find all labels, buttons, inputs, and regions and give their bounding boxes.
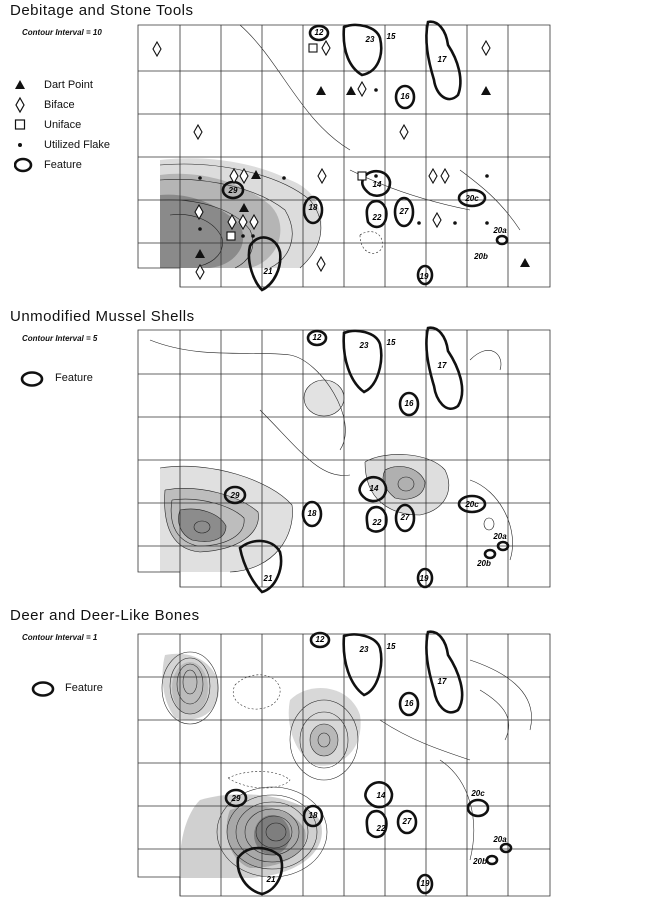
contour-line bbox=[260, 410, 350, 476]
feature-label-22: 22 bbox=[372, 213, 382, 223]
feature-label-17: 17 bbox=[437, 677, 447, 687]
legend-biface-label: Biface bbox=[44, 99, 75, 111]
feature-label-16: 16 bbox=[404, 399, 414, 409]
feature-label-15: 15 bbox=[386, 642, 396, 652]
utilized-flake-marker bbox=[198, 176, 202, 180]
utilized-flake-marker bbox=[374, 174, 378, 178]
contour-closed-dashed bbox=[228, 771, 290, 788]
utilized-flake-marker bbox=[453, 221, 457, 225]
contour-line bbox=[380, 720, 470, 760]
biface-marker bbox=[400, 125, 408, 139]
contour-closed-dashed bbox=[233, 675, 280, 709]
biface-marker bbox=[358, 82, 366, 96]
feature-20b bbox=[485, 550, 495, 558]
feature-23 bbox=[344, 635, 382, 696]
feature-label-27: 27 bbox=[399, 207, 409, 217]
feature-label-16: 16 bbox=[400, 92, 410, 102]
panel-1-map bbox=[0, 0, 668, 300]
biface-marker bbox=[318, 169, 326, 183]
feature-label-29: 29 bbox=[231, 794, 241, 804]
utilized-flake-marker bbox=[198, 227, 202, 231]
contour-line bbox=[484, 518, 494, 530]
biface-marker bbox=[482, 41, 490, 55]
feature-label-20a: 20a bbox=[493, 532, 507, 542]
panel-3-contour-interval: Contour Interval = 1 bbox=[22, 633, 98, 642]
feature-label-21: 21 bbox=[263, 267, 273, 277]
utilized-flake-marker bbox=[485, 174, 489, 178]
feature-label-21: 21 bbox=[266, 875, 276, 885]
feature-label-18: 18 bbox=[308, 203, 318, 213]
feature-label-20b: 20b bbox=[473, 857, 487, 867]
feature-label-20c: 20c bbox=[465, 500, 479, 510]
utilized-flake-marker bbox=[485, 221, 489, 225]
uniface-marker bbox=[227, 232, 235, 240]
feature-label-19: 19 bbox=[419, 272, 429, 282]
panel-2-contour-interval: Contour Interval = 5 bbox=[22, 334, 98, 343]
legend-dart-point-label: Dart Point bbox=[44, 79, 93, 91]
panel-1-title: Debitage and Stone Tools bbox=[10, 2, 194, 19]
legend-feature-label: Feature bbox=[44, 159, 82, 171]
panel-2-map bbox=[0, 300, 668, 600]
feature-label-19: 19 bbox=[420, 879, 430, 889]
feature-label-15: 15 bbox=[386, 338, 396, 348]
feature-label-22: 22 bbox=[376, 824, 386, 834]
feature-label-17: 17 bbox=[437, 55, 447, 65]
dart-point-marker bbox=[481, 86, 491, 95]
legend-utilized-flake-label: Utilized Flake bbox=[44, 139, 111, 151]
biface-marker bbox=[194, 125, 202, 139]
feature-label-14: 14 bbox=[376, 791, 386, 801]
contour-line bbox=[470, 350, 501, 370]
feature-label-27: 27 bbox=[402, 817, 412, 827]
biface-marker bbox=[441, 169, 449, 183]
biface-marker bbox=[322, 41, 330, 55]
feature-label-16: 16 bbox=[404, 699, 414, 709]
dart-point-marker bbox=[520, 258, 530, 267]
utilized-flake-marker bbox=[374, 88, 378, 92]
feature-label-27: 27 bbox=[400, 513, 410, 523]
contour-line bbox=[240, 25, 350, 150]
dart-point-marker bbox=[346, 86, 356, 95]
uniface-marker bbox=[358, 172, 366, 180]
feature-label-23: 23 bbox=[359, 645, 369, 655]
feature-23 bbox=[344, 25, 382, 75]
feature-label-20b: 20b bbox=[477, 559, 491, 569]
panel-2-legend-feature-label: Feature bbox=[55, 372, 93, 384]
contour-closed-dashed bbox=[360, 232, 382, 254]
biface-marker bbox=[433, 213, 441, 227]
biface-marker bbox=[317, 257, 325, 271]
feature-label-15: 15 bbox=[386, 32, 396, 42]
utilized-flake-marker bbox=[251, 234, 255, 238]
biface-marker bbox=[429, 169, 437, 183]
panel-1-contour-interval: Contour Interval = 10 bbox=[22, 28, 102, 37]
contour-line bbox=[470, 660, 532, 730]
feature-label-17: 17 bbox=[437, 361, 447, 371]
feature-23 bbox=[344, 331, 382, 392]
panel-3-map bbox=[0, 600, 668, 900]
uniface-marker bbox=[309, 44, 317, 52]
dart-point-marker bbox=[316, 86, 326, 95]
feature-label-14: 14 bbox=[372, 180, 382, 190]
panel-3-legend-feature-label: Feature bbox=[65, 682, 103, 694]
feature-label-20c: 20c bbox=[471, 789, 485, 799]
feature-label-19: 19 bbox=[419, 574, 429, 584]
feature-label-21: 21 bbox=[263, 574, 273, 584]
feature-label-12: 12 bbox=[314, 28, 324, 38]
feature-label-23: 23 bbox=[359, 341, 369, 351]
feature-label-14: 14 bbox=[369, 484, 379, 494]
feature-20a bbox=[501, 844, 511, 852]
feature-label-29: 29 bbox=[228, 186, 238, 196]
feature-label-23: 23 bbox=[365, 35, 375, 45]
feature-17 bbox=[426, 632, 462, 713]
feature-label-20b: 20b bbox=[474, 252, 488, 262]
utilized-flake-marker bbox=[282, 176, 286, 180]
feature-20a bbox=[497, 236, 507, 244]
feature-label-20a: 20a bbox=[493, 226, 507, 236]
feature-label-18: 18 bbox=[308, 811, 318, 821]
feature-label-29: 29 bbox=[230, 491, 240, 501]
contour-line bbox=[480, 690, 509, 740]
feature-label-12: 12 bbox=[315, 635, 325, 645]
feature-20b bbox=[487, 856, 497, 864]
biface-marker bbox=[153, 42, 161, 56]
utilized-flake-marker bbox=[241, 234, 245, 238]
utilized-flake-marker bbox=[417, 221, 421, 225]
feature-label-12: 12 bbox=[312, 333, 322, 343]
feature-label-20c: 20c bbox=[465, 194, 479, 204]
feature-label-22: 22 bbox=[372, 518, 382, 528]
feature-label-18: 18 bbox=[307, 509, 317, 519]
feature-20c bbox=[468, 800, 488, 816]
feature-label-20a: 20a bbox=[493, 835, 507, 845]
legend-uniface-label: Uniface bbox=[44, 119, 82, 131]
panel-2-title: Unmodified Mussel Shells bbox=[10, 308, 195, 325]
panel-3-title: Deer and Deer-Like Bones bbox=[10, 607, 200, 624]
